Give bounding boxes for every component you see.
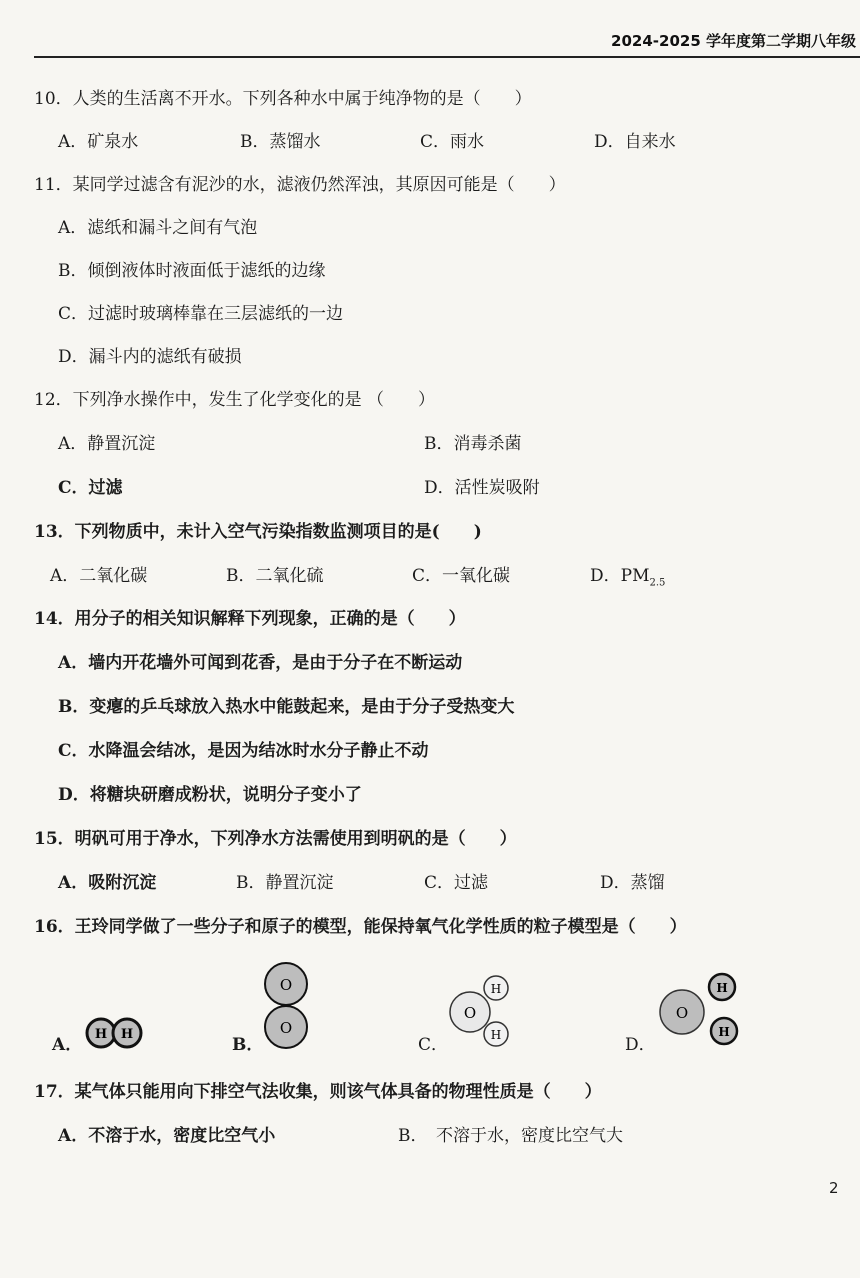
model-c-water-molecule xyxy=(446,970,516,1054)
q13-option-b: B．二氧化硫 xyxy=(226,566,324,586)
q10-option-b: B．蒸馏水 xyxy=(240,132,321,152)
q13-option-d xyxy=(590,565,665,594)
q11-option-d: D．漏斗内的滤纸有破损 xyxy=(58,347,242,367)
q14-option-c: C．水降温会结冰，是因为结冰时水分子静止不动 xyxy=(58,741,429,761)
q13-option-c: C．一氧化碳 xyxy=(412,566,511,586)
question-12-stem: 12．下列净水操作中，发生了化学变化的是 （ ） xyxy=(34,390,436,410)
q13-option-a: A．二氧化碳 xyxy=(50,566,148,586)
model-d-water-molecule xyxy=(656,970,742,1052)
q12-option-c: C．过滤 xyxy=(58,478,123,498)
q15-option-b: B．静置沉淀 xyxy=(236,873,334,893)
q16-option-d: D． xyxy=(625,1035,656,1055)
svg-text:H: H xyxy=(718,1025,730,1039)
question-16-stem: 16．王玲同学做了一些分子和原子的模型，能保持氧气化学性质的粒子模型是（ ） xyxy=(34,917,687,937)
q17-option-a: A．不溶于水，密度比空气小 xyxy=(58,1126,276,1146)
q13-option-d-text: D．PM xyxy=(590,566,650,586)
question-13-stem: 13．下列物质中，未计入空气污染指数监测项目的是( ) xyxy=(34,522,482,542)
question-11-stem: 11．某同学过滤含有泥沙的水，滤液仍然浑浊，其原因可能是（ ） xyxy=(34,175,566,195)
page-number: 2 xyxy=(829,1179,839,1197)
q16-option-a: A． xyxy=(52,1035,83,1055)
q11-option-a: A．滤纸和漏斗之间有气泡 xyxy=(58,218,258,238)
svg-text:O: O xyxy=(279,976,293,994)
q12-option-a: A．静置沉淀 xyxy=(58,434,156,454)
q17-option-b: B． 不溶于水，密度比空气大 xyxy=(398,1126,623,1146)
q15-option-d: D．蒸馏 xyxy=(600,873,665,893)
svg-text:O: O xyxy=(463,1004,477,1022)
q15-option-a: A．吸附沉淀 xyxy=(58,873,157,893)
header-divider xyxy=(34,56,860,58)
q10-option-d: D．自来水 xyxy=(594,132,676,152)
question-17-stem: 17．某气体只能用向下排空气法收集，则该气体具备的物理性质是（ ） xyxy=(34,1082,602,1102)
svg-text:H: H xyxy=(716,981,728,995)
question-14-stem: 14．用分子的相关知识解释下列现象，正确的是（ ） xyxy=(34,609,466,629)
model-a-hydrogen-molecule xyxy=(84,1016,146,1050)
q14-option-b: B．变瘪的乒乓球放入热水中能鼓起来，是由于分子受热变大 xyxy=(58,697,515,717)
q14-option-a: A．墙内开花墙外可闻到花香，是由于分子在不断运动 xyxy=(58,653,463,673)
question-15-stem: 15．明矾可用于净水，下列净水方法需使用到明矾的是（ ） xyxy=(34,829,517,849)
pm-subscript: 2.5 xyxy=(649,577,666,589)
svg-text:H: H xyxy=(490,982,502,996)
svg-text:O: O xyxy=(279,1019,293,1037)
q16-option-c: C． xyxy=(418,1035,449,1055)
svg-text:H: H xyxy=(94,1027,108,1042)
q16-option-b: B． xyxy=(232,1035,264,1055)
svg-text:H: H xyxy=(120,1027,134,1042)
svg-text:O: O xyxy=(675,1004,689,1022)
q15-option-c: C．过滤 xyxy=(424,873,489,893)
q14-option-d: D．将糖块研磨成粉状，说明分子变小了 xyxy=(58,785,362,805)
exam-header: 2024-2025 学年度第二学期八年级 xyxy=(611,32,856,50)
question-10-stem: 10．人类的生活离不开水。下列各种水中属于纯净物的是（ ） xyxy=(34,89,532,109)
q11-option-b: B．倾倒液体时液面低于滤纸的边缘 xyxy=(58,261,326,281)
q10-option-c: C．雨水 xyxy=(420,132,485,152)
q10-option-a: A．矿泉水 xyxy=(58,132,139,152)
q12-option-d: D．活性炭吸附 xyxy=(424,478,540,498)
svg-text:H: H xyxy=(490,1028,502,1042)
q11-option-c: C．过滤时玻璃棒靠在三层滤纸的一边 xyxy=(58,304,344,324)
model-b-oxygen-molecule xyxy=(262,960,310,1056)
q12-option-b: B．消毒杀菌 xyxy=(424,434,522,454)
